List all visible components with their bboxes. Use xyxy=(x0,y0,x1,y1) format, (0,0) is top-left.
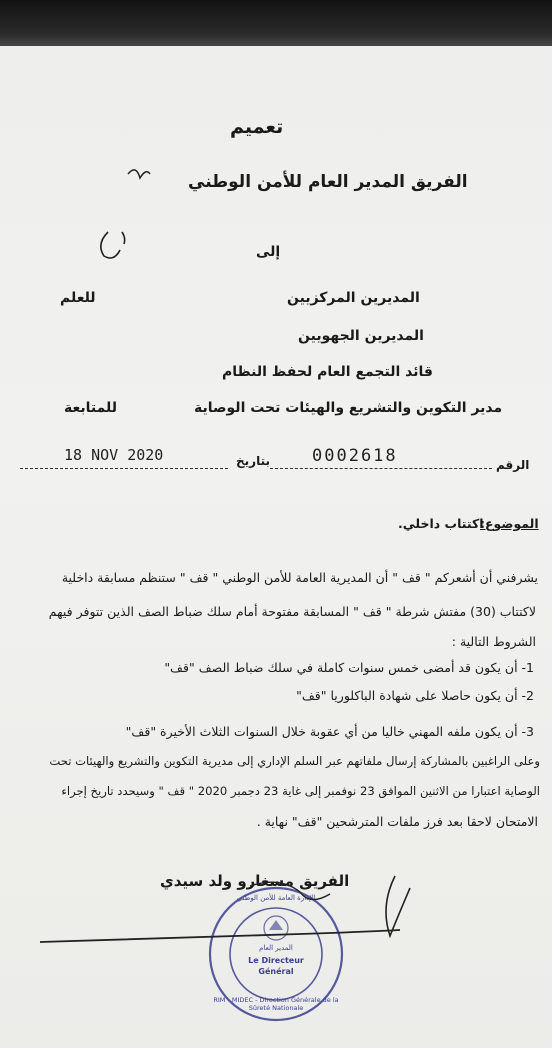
date-stamp-value: 18 NOV 2020 xyxy=(64,446,164,464)
stamp-ring-ar: الإدارة العامة للأمن الوطني xyxy=(236,894,316,902)
recipient-1: المديرين المركزيين xyxy=(287,290,420,306)
stamp-ring-fr: RIM - MIDEC - Direction Générale de la Sûreté Nationale xyxy=(213,996,339,1012)
for-followup-label: للمتابعة xyxy=(64,400,117,416)
body-line-6: الامتحان لاحقا بعد فرز ملفات المترشحين "قف" نهاية . xyxy=(256,814,538,829)
sender-line: الفريق المدير العام للأمن الوطني xyxy=(188,172,468,192)
body-line-2: لاكتتاب (30) مفتش شرطة " قف " المسابقة مفتوحة أمام سلك ضباط الصف الذين تتوفر فيهم xyxy=(48,604,536,619)
signatory-name: الفريق مسغارو ولد سيدي xyxy=(160,872,350,890)
number-value: 0002618 xyxy=(312,446,398,466)
condition-2: 2- أن يكون حاصلا على شهادة الباكلوريا "قف" xyxy=(296,688,534,703)
stamp-title-ar: المدير العام xyxy=(259,944,293,952)
date-underline xyxy=(20,468,228,469)
photo-dark-edge xyxy=(0,0,552,48)
body-line-5: الوصاية اعتبارا من الاثنين الموافق 23 نوفمبر إلى غاية 23 دجمبر 2020 " قف " وسيحدد تاريخ إجراء xyxy=(61,784,540,798)
document-title: تعميم xyxy=(230,116,284,138)
document-page xyxy=(0,46,552,1048)
body-line-1: يشرفني أن أشعركم " قف " أن المديرية العامة للأمن الوطني " قف " ستنظم مسابقة داخلية xyxy=(61,570,538,585)
body-line-4: وعلى الراغبين بالمشاركة إرسال ملفاتهم عبر السلم الإداري إلى مديرية التكوين والتشريع والهيئات تحت xyxy=(49,754,540,768)
date-label: بتاريخ xyxy=(236,454,270,468)
condition-1: 1- أن يكون قد أمضى خمس سنوات كاملة في سلك ضباط الصف "قف" xyxy=(164,660,534,675)
number-label: الرقم xyxy=(496,458,530,472)
recipient-3: قائد التجمع العام لحفظ النظام xyxy=(222,364,433,380)
condition-3: 3- أن يكون ملفه المهني خاليا من أي عقوبة خلال السنوات الثلاث الأخيرة "قف" xyxy=(125,724,534,739)
for-info-label: للعلم xyxy=(60,290,96,306)
subject-value: اكتتاب داخلي. xyxy=(398,516,484,531)
to-label: إلى xyxy=(256,244,281,260)
body-line-3: الشروط التالية : xyxy=(451,634,536,649)
stamp-title-fr-2: Général xyxy=(258,967,294,976)
recipient-2: المديرين الجهويين xyxy=(298,328,424,344)
subject-label: الموضوع: xyxy=(480,516,539,531)
stamp-title-fr-1: Le Directeur xyxy=(248,956,304,965)
recipient-4: مدير التكوين والتشريع والهيئات تحت الوصاية xyxy=(194,400,503,416)
number-underline xyxy=(270,468,492,469)
official-stamp xyxy=(206,884,346,1024)
